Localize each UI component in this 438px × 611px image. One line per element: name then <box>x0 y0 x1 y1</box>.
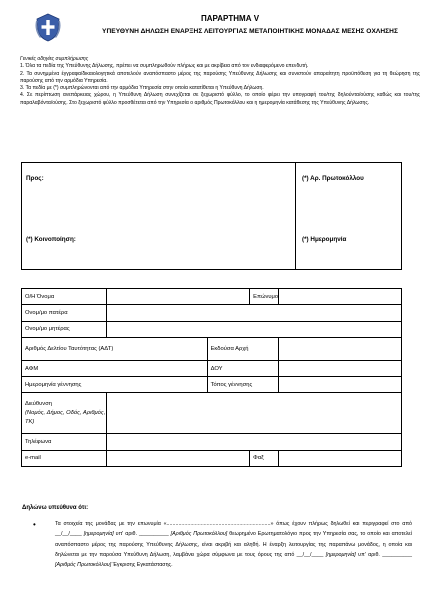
declaration-heading: Δηλώνω υπεύθυνα ότι: <box>22 505 89 511</box>
instruction-item: 4. Σε περίπτωση ανεπάρκειας χώρου, η Υπεύθυνη Δήλωση συνεχίζεται σε ξεχωριστό φύλλο, το οποίο φέρει την υπογραφή του/της δηλούντα/ούσης καθώς και του/της παραλαβόντα/ούσης. Στο ξεχωριστό φύλλο προσθέτεται από την Υπηρεσία ο αριθμός Πρωτοκόλλου και η ημερομηνία κατάθεσης της Υπεύθυνης Δήλωσης. <box>20 92 420 106</box>
phones-input[interactable] <box>107 434 402 450</box>
table-row <box>22 434 402 450</box>
table-row <box>22 360 402 376</box>
doy-label: ΔΟΥ <box>207 360 279 376</box>
annex-title: ΠΑΡΑΡΤΗΜΑ V <box>200 14 260 23</box>
declaration-text: Έγκρισης Εγκατάστασης. <box>112 562 173 569</box>
table-row <box>22 337 402 360</box>
declaration-hint: [Αριθμός Πρωτοκόλλου] <box>55 562 112 569</box>
table-row <box>22 450 402 466</box>
notification-field[interactable]: (*) Κοινοποίηση: <box>26 236 76 243</box>
birth-place-input[interactable] <box>279 377 402 393</box>
instruction-item: 1. Όλα τα πεδία της Υπεύθυνης Δήλωσης, πρέπει να συμπληρωθούν πλήρως και με ακρίβεια από τον ενδιαφερόμενο επενδυτή. <box>20 63 309 70</box>
instructions-section <box>20 56 420 107</box>
email-input[interactable] <box>107 450 250 466</box>
phones-label: Τηλέφωνα <box>22 434 107 450</box>
birth-place-label: Τόπος γέννησης <box>207 377 279 393</box>
address-hint: (Νομός, Δήμος, Οδός, Αριθμός, ΤΚ) <box>25 409 106 425</box>
address-label-cell <box>22 393 107 434</box>
table-row <box>22 393 402 434</box>
issuing-authority-label: Εκδούσα Αρχή <box>207 337 279 360</box>
declaration-hint: [ημερομηνία] <box>325 551 356 558</box>
surname-input[interactable] <box>279 289 402 305</box>
id-card-label: Αριθμός Δελτίου Ταυτότητας (ΑΔΤ) <box>22 337 208 360</box>
personal-details-table <box>21 288 402 467</box>
table-row <box>22 289 402 305</box>
declaration-paragraph <box>55 519 412 570</box>
email-label: e-mail <box>22 450 107 466</box>
date-field[interactable]: (*) Ημερομηνία <box>302 236 347 243</box>
doy-input[interactable] <box>279 360 402 376</box>
surname-label: Επώνυμο <box>250 289 279 305</box>
address-label: Διεύθυνση <box>25 400 53 407</box>
declaration-text: υπ' αριθ. __________ <box>358 551 412 558</box>
name-label: Ο/Η Όνομα <box>22 289 107 305</box>
birth-date-label: Ημερομηνία γέννησης <box>22 377 208 393</box>
mother-input[interactable] <box>107 321 402 337</box>
declaration-text: θεωρημένο Ερωτηματολόγιο προς την Υπηρεσία σας, το οποίο και αποτελεί αναπόσπαστο μέρος της παρούσης Υπεύθυνης Δήλωσης, είναι ακριβή και αληθή. Η έναρξη λειτουργίας της παραπάνω μονάδος, η οποία και δηλώνεται με την παρούσα Υπεύθυνη Δήλωση, λαμβάνει χώρα σύμφωνα με τους όρους της από __/__/____ <box>55 531 412 558</box>
declaration-hint: [Αριθμός Πρωτοκόλλου] <box>170 531 228 538</box>
protocol-number-field[interactable]: (*) Αρ. Πρωτοκόλλου <box>302 175 364 182</box>
afm-label: ΑΦΜ <box>22 360 208 376</box>
table-row <box>22 321 402 337</box>
issuing-authority-input[interactable] <box>279 337 402 360</box>
instructions-heading: Γενικές οδηγίες συμπλήρωσης <box>20 56 89 62</box>
bullet-icon: • <box>33 520 36 529</box>
table-row <box>22 305 402 321</box>
declaration-title: ΥΠΕΥΘΥΝΗ ΔΗΛΩΣΗ ΕΝΑΡΞΗΣ ΛΕΙΤΟΥΡΓΙΑΣ ΜΕΤΑΠΟΙΗΤΙΚΗΣ ΜΟΝΑΔΑΣ ΜΕΣΗΣ ΟΧΛΗΣΗΣ <box>102 28 398 35</box>
declaration-hint: [ημερομηνία] <box>83 531 114 538</box>
recipient-box <box>21 162 402 270</box>
instruction-item: 2. Τα συνημμένα έγγραφα/δικαιολογητικά αποτελούν αναπόσπαστο μέρος της παρούσης Υπεύθυνης Δήλωσης και συνιστούν απαραίτητη προϋπόθεση για τη θεώρηση της παρούσης από την αρμόδια Υπηρεσία. <box>20 70 420 84</box>
fax-input[interactable] <box>279 450 402 466</box>
fax-label: Φαξ <box>250 450 279 466</box>
declaration-text: υπ' αριθ. __________ <box>115 531 169 538</box>
table-row <box>22 377 402 393</box>
declaration-text: Τα στοιχεία της μονάδας με την επωνυμία «......................................................................» όπως έχουν πλήρως δηλωθεί και περιγραφεί στο από __/__/____ <box>55 521 412 538</box>
father-input[interactable] <box>107 305 402 321</box>
address-input[interactable] <box>107 393 402 434</box>
to-field[interactable]: Προς: <box>26 175 44 182</box>
instruction-item: 3. Τα πεδία με (*) συμπληρώνονται από την αρμόδια Υπηρεσία στην οποία κατατίθεται η Υπεύθυνη Δήλωση. <box>20 85 264 92</box>
name-input[interactable] <box>107 289 250 305</box>
divider <box>295 163 296 269</box>
father-label: Ονομ/μο πατέρα <box>22 305 107 321</box>
mother-label: Ονομ/μο μητέρας <box>22 321 107 337</box>
